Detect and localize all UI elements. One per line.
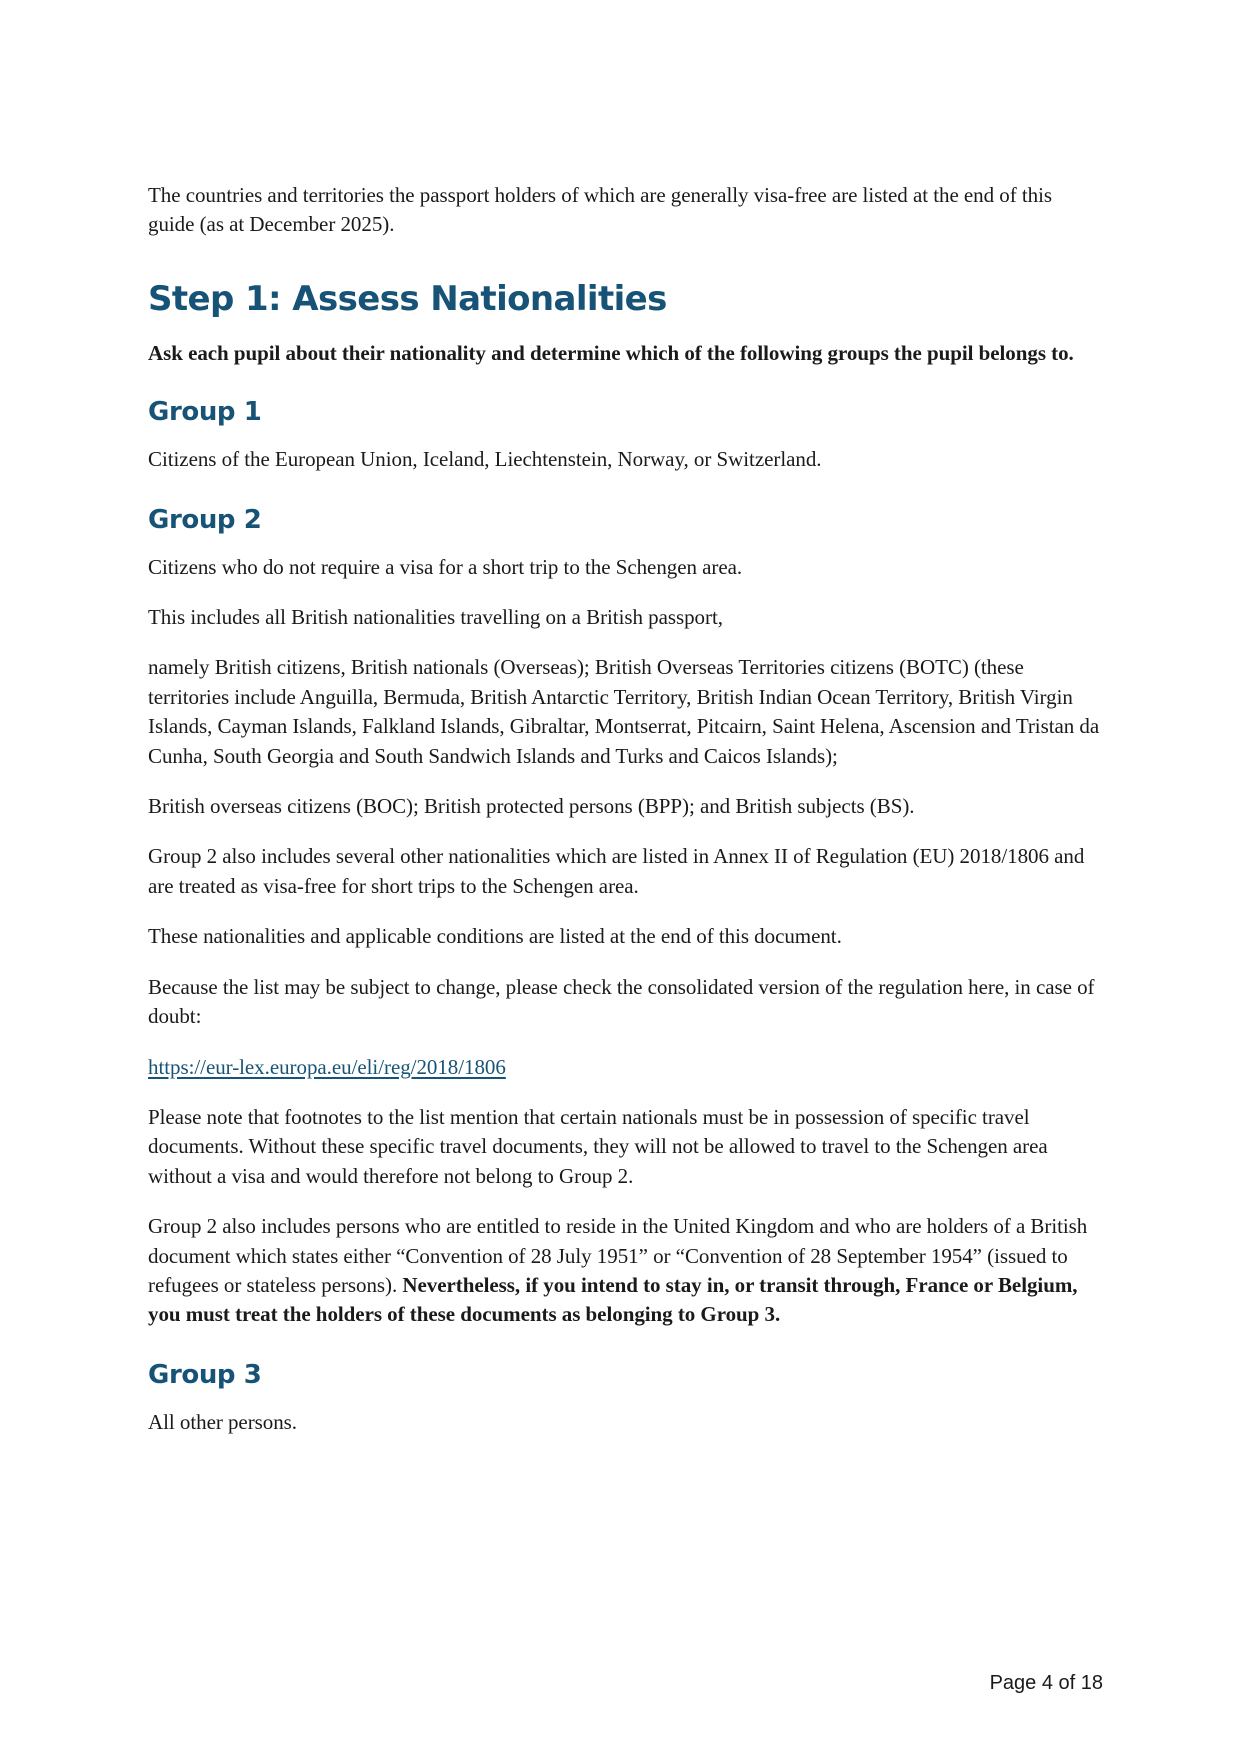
group1-heading: Group 1: [148, 397, 262, 428]
group2-paragraph-5: Group 2 also includes several other nationalities which are listed in Annex II of Regulation (EU) 2018/1806 and are treated as visa-free for short trips to the Schengen area.: [148, 844, 1085, 898]
document-page: [148, 181, 1103, 1458]
group2-heading: Group 2: [148, 504, 262, 535]
page-number: Page 4 of 18: [989, 1672, 1103, 1694]
group2-paragraph-3: namely British citizens, British nationals (Overseas); British Overseas Territories citizens (BOTC) (these territories include Anguilla, Bermuda, British Antarctic Territory, British Indian Ocean Territory, British Virgin Islands, Cayman Islands, Falkland Islands, Gibraltar, Montserrat, Pitcairn, Saint Helena, Ascension and Tristan da Cunha, South Georgia and South Sandwich Islands and Turks and Caicos Islands);: [148, 655, 1100, 768]
group2-paragraph-8: Please note that footnotes to the list mention that certain nationals must be in possession of specific travel documents. Without these specific travel documents, they will not be allowed to travel to the Schengen area without a visa and would therefore not belong to Group 2.: [148, 1104, 1048, 1188]
group3-heading: Group 3: [148, 1359, 262, 1390]
group2-paragraph-7: Because the list may be subject to change, please check the consolidated version of the regulation here, in case of doubt:: [148, 974, 1095, 1029]
group2-paragraph-4: British overseas citizens (BOC); British protected persons (BPP); and British subjects (BS).: [148, 794, 915, 819]
group2-paragraph-6: These nationalities and applicable conditions are listed at the end of this document.: [148, 924, 842, 949]
group2-paragraph-9: [148, 1212, 1103, 1330]
step1-heading: Step 1: Assess Nationalities: [148, 278, 667, 319]
group1-paragraph: Citizens of the European Union, Iceland, Liechtenstein, Norway, or Switzerland.: [148, 447, 822, 472]
group3-paragraph: All other persons.: [148, 1409, 297, 1434]
group2-paragraph-1: Citizens who do not require a visa for a short trip to the Schengen area.: [148, 554, 743, 579]
group2-paragraph-9-bold-text: Nevertheless, if you intend to stay in, or transit through, France or Belgium, you must treat the holders of these documents as belonging to Group 3.: [148, 1272, 1078, 1327]
regulation-link-paragraph: [148, 1053, 1103, 1082]
step1-lead-paragraph: Ask each pupil about their nationality and determine which of the following groups the pupil belongs to.: [148, 340, 1074, 365]
regulation-link[interactable]: https://eur-lex.europa.eu/eli/reg/2018/1806: [148, 1054, 506, 1079]
group2-paragraph-2: This includes all British nationalities travelling on a British passport,: [148, 605, 723, 630]
intro-paragraph: The countries and territories the passport holders of which are generally visa-free are listed at the end of this guide (as at December 2025).: [148, 183, 1053, 237]
group2-paragraph-9-text: Group 2 also includes persons who are entitled to reside in the United Kingdom and who are holders of a British document which states either “Convention of 28 July 1951” or “Convention of 28 September 1954” (issued to refugees or stateless persons).: [148, 1214, 1088, 1297]
